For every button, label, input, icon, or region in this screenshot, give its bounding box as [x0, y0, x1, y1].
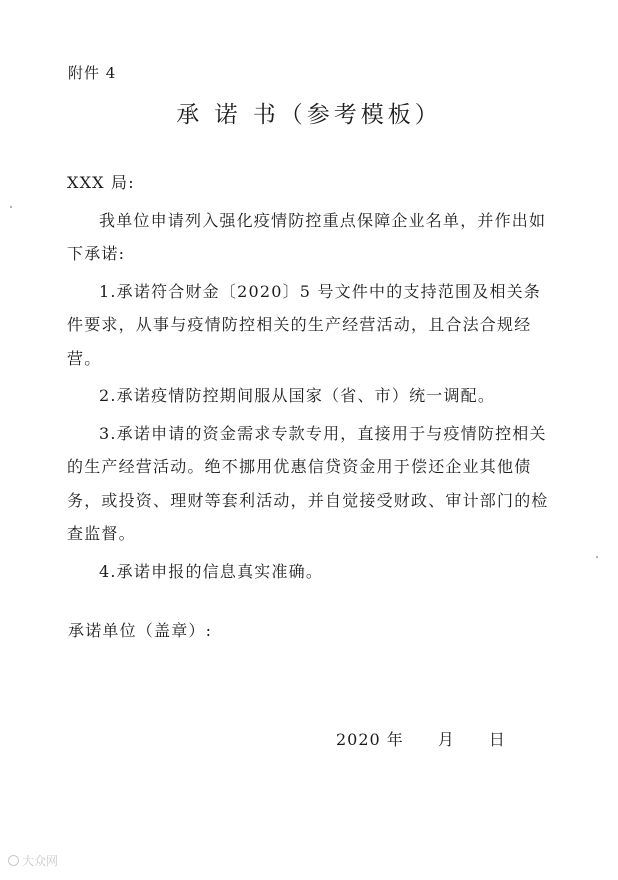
intro-paragraph: 我单位申请列入强化疫情防控重点保障企业名单，并作出如下承诺:: [67, 210, 547, 263]
document-title: 承 诺 书（参考模板）: [176, 102, 442, 128]
date-year: 2020 年: [336, 730, 404, 749]
commitment-4: 4.承诺申报的信息真实准确。: [99, 561, 324, 581]
addressee: XXX 局:: [67, 173, 135, 192]
circle-logo-icon: [8, 855, 19, 866]
commitment-3: 3.承诺申请的资金需求专款专用，直接用于与疫情防控相关的生产经营活动。绝不挪用优惠信贷资金用于偿还企业其他债务，或投资、理财等套利活动，并自觉接受财政、审计部门的检查监督。: [67, 423, 549, 543]
signature-label: 承诺单位（盖章）:: [68, 621, 213, 640]
document-body: [67, 166, 555, 592]
attachment-label: 附件 4: [68, 64, 117, 82]
date-month: 月: [437, 730, 455, 749]
watermark: [8, 852, 58, 869]
date-day: 日: [488, 730, 506, 749]
commitment-1: 1.承诺符合财金〔2020〕5 号文件中的支持范围及相关条件要求，从事与疫情防控相关的生产经营活动，且合法合规经营。: [67, 281, 542, 368]
date-line: [336, 727, 506, 750]
scan-speck: [10, 206, 12, 208]
commitment-2: 2.承诺疫情防控期间服从国家（省、市）统一调配。: [99, 386, 496, 405]
watermark-text: 大众网: [22, 854, 59, 868]
scan-speck: [596, 556, 598, 558]
